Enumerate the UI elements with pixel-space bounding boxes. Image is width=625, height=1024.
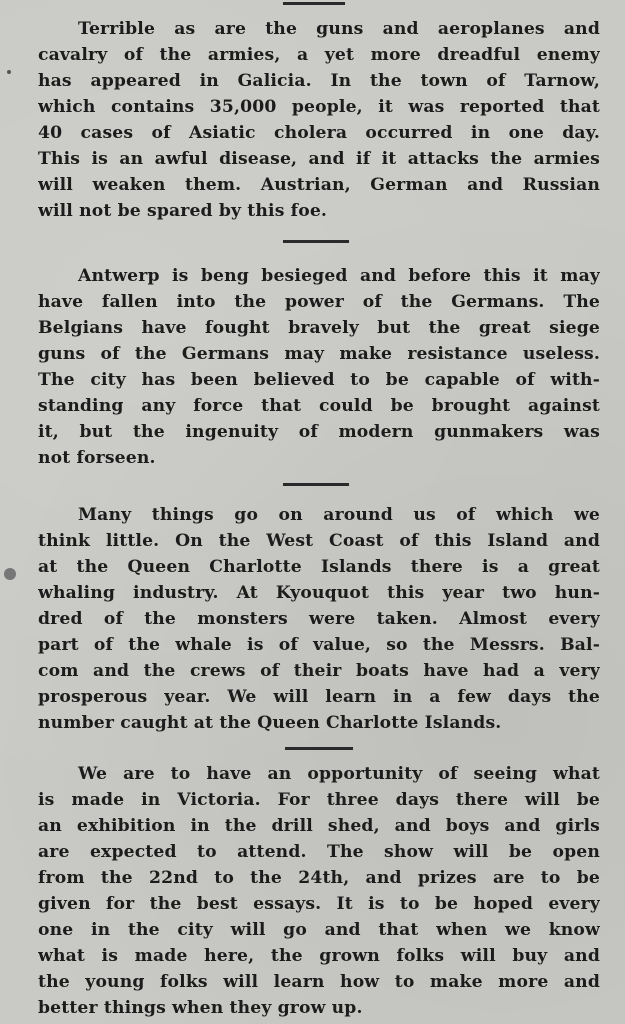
- text-line: better things when they grow up.: [38, 998, 363, 1018]
- text-line: what is made here, the grown folks will buy and: [38, 946, 600, 966]
- text-line: guns of the Germans may make resistance useless.: [38, 344, 600, 364]
- text-line: Belgians have fought bravely but the great siege: [38, 318, 600, 338]
- paragraph-whaling: [38, 502, 600, 736]
- text-line: prosperous year. We will learn in a few days the: [38, 687, 600, 707]
- text-line: Many things go on around us of which we: [78, 505, 600, 525]
- text-line: com and the crews of their boats have had a very: [38, 661, 600, 681]
- text-line: 40 cases of Asiatic cholera occurred in one day.: [38, 123, 600, 143]
- text-line: has appeared in Galicia. In the town of Tarnow,: [38, 71, 600, 91]
- section-divider: [283, 483, 349, 486]
- text-line: one in the city will go and that when we know: [38, 920, 600, 940]
- text-line: given for the best essays. It is to be hoped every: [38, 894, 600, 914]
- ink-speck: [7, 70, 11, 74]
- text-line: think little. On the West Coast of this Island and: [38, 531, 600, 551]
- text-line: dred of the monsters were taken. Almost every: [38, 609, 600, 629]
- text-line: Terrible as are the guns and aeroplanes and: [78, 19, 600, 39]
- paragraph-cholera: [38, 16, 600, 224]
- text-line: are expected to attend. The show will be open: [38, 842, 600, 862]
- text-line: which contains 35,000 people, it was reported that: [38, 97, 600, 117]
- paragraph-antwerp: [38, 263, 600, 471]
- text-line: not forseen.: [38, 448, 156, 468]
- text-line: The city has been believed to be capable of with-: [38, 370, 600, 390]
- text-line: the young folks will learn how to make more and: [38, 972, 600, 992]
- text-line: from the 22nd to the 24th, and prizes are to be: [38, 868, 600, 888]
- ink-speck: [4, 568, 16, 580]
- text-line: have fallen into the power of the Germans. The: [38, 292, 600, 312]
- text-line: number caught at the Queen Charlotte Islands.: [38, 713, 502, 733]
- text-line: cavalry of the armies, a yet more dreadful enemy: [38, 45, 600, 65]
- text-line: at the Queen Charlotte Islands there is a great: [38, 557, 600, 577]
- text-line: will not be spared by this foe.: [38, 201, 328, 221]
- section-divider: [285, 747, 353, 750]
- text-line: standing any force that could be brought against: [38, 396, 600, 416]
- text-line: an exhibition in the drill shed, and boys and girls: [38, 816, 600, 836]
- text-line: We are to have an opportunity of seeing what: [78, 764, 600, 784]
- text-line: it, but the ingenuity of modern gunmakers was: [38, 422, 600, 442]
- text-line: This is an awful disease, and if it attacks the armies: [38, 149, 600, 169]
- text-line: whaling industry. At Kyouquot this year two hun-: [38, 583, 600, 603]
- text-line: Antwerp is beng besieged and before this it may: [78, 266, 600, 286]
- section-divider-top: [283, 2, 345, 5]
- text-line: part of the whale is of value, so the Messrs. Bal-: [38, 635, 600, 655]
- section-divider: [283, 240, 349, 243]
- paragraph-exhibition: [38, 761, 600, 1021]
- text-line: is made in Victoria. For three days there will be: [38, 790, 600, 810]
- text-line: will weaken them. Austrian, German and Russian: [38, 175, 600, 195]
